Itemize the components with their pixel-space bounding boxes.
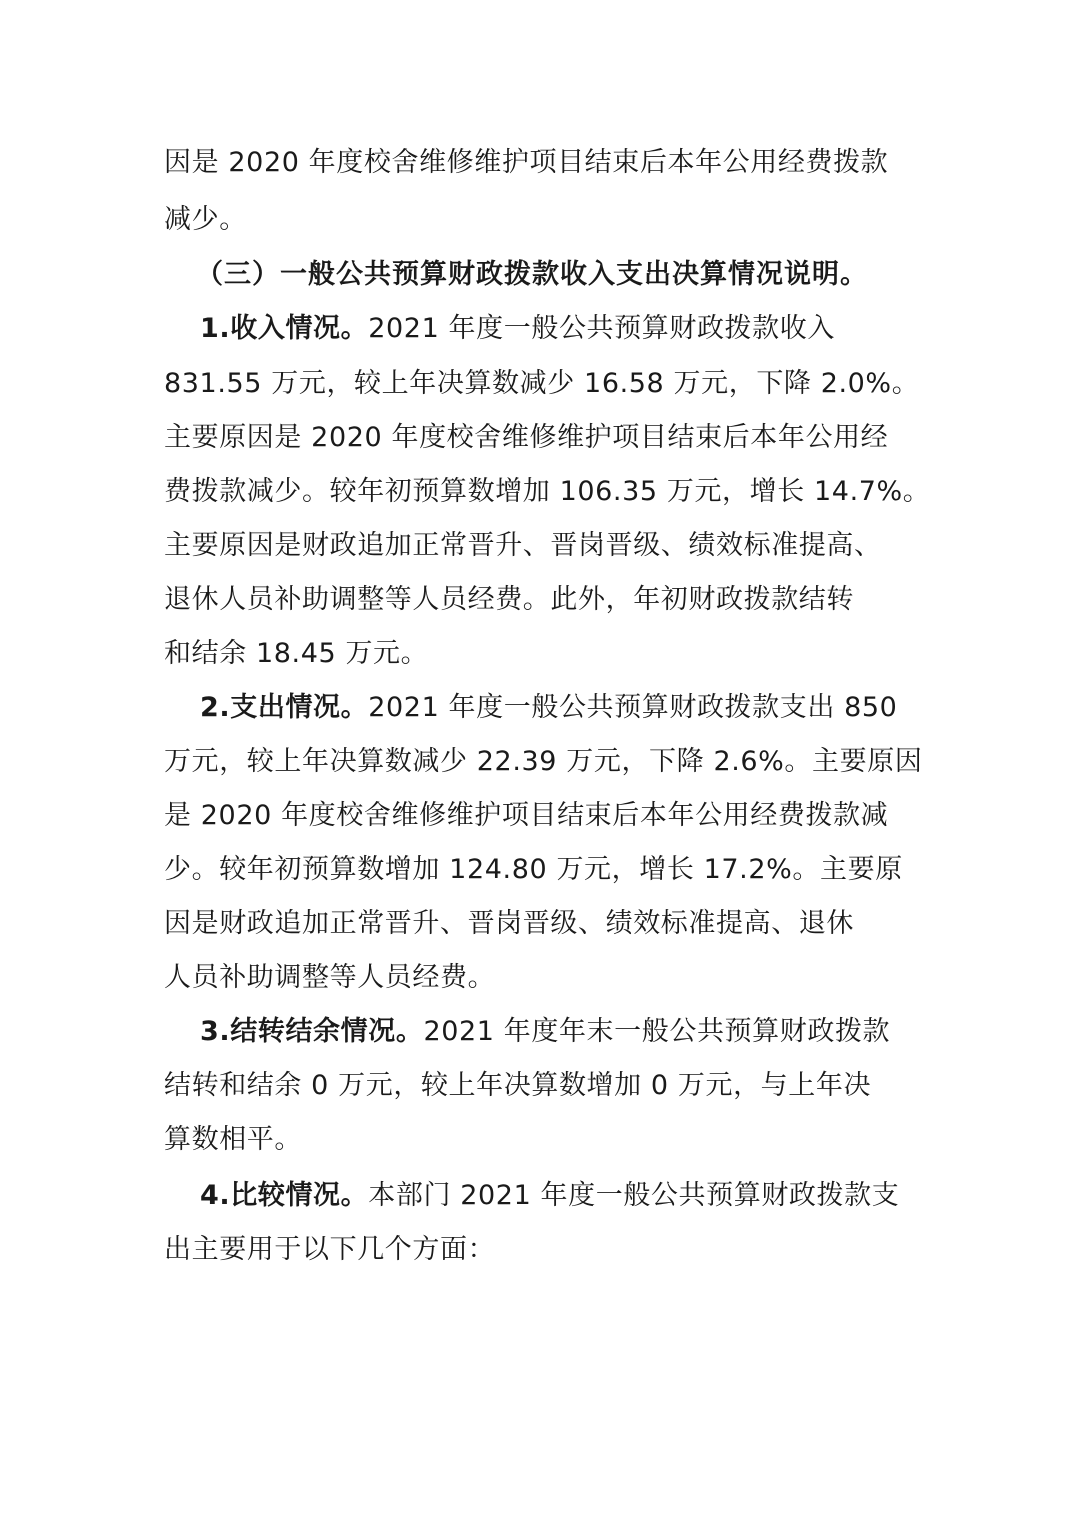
text-line: 主要原因是财政追加正常晋升、晋岗晋级、绩效标准提高、: [164, 530, 882, 561]
balance-label: 3.结转结余情况。: [200, 1016, 424, 1047]
section-heading: （三）一般公共预算财政拨款收入支出决算情况说明。: [196, 259, 868, 290]
text-line: 少。较年初预算数增加 124.80 万元，增长 17.2%。主要原: [164, 854, 903, 885]
text-line: 2021 年度一般公共预算财政拨款收入: [368, 313, 835, 344]
text-line: 费拨款减少。较年初预算数增加 106.35 万元，增长 14.7%。: [164, 476, 931, 507]
text-line: 主要原因是 2020 年度校舍维修维护项目结束后本年公用经: [164, 422, 889, 453]
paragraph-income-first-line: [200, 312, 835, 346]
text-line: 因是财政追加正常晋升、晋岗晋级、绩效标准提高、退休: [164, 908, 854, 939]
paragraph-compare-first-line: [200, 1179, 899, 1213]
text-line: 是 2020 年度校舍维修维护项目结束后本年公用经费拨款减: [164, 800, 889, 831]
text-line: 本部门 2021 年度一般公共预算财政拨款支: [368, 1180, 900, 1211]
text-line: 算数相平。: [164, 1124, 302, 1155]
income-label: 1.收入情况。: [200, 313, 369, 344]
text-line: 2021 年度年末一般公共预算财政拨款: [423, 1016, 891, 1047]
text-line: 人员补助调整等人员经费。: [164, 962, 496, 993]
text-line: 831.55 万元，较上年决算数减少 16.58 万元，下降 2.0%。: [164, 368, 920, 399]
expense-label: 2.支出情况。: [200, 692, 369, 723]
compare-label: 4.比较情况。: [200, 1180, 369, 1211]
text-line: 和结余 18.45 万元。: [164, 638, 429, 669]
text-line: 2021 年度一般公共预算财政拨款支出 850: [368, 692, 898, 723]
text-line: 减少。: [164, 204, 247, 235]
text-line: 万元，较上年决算数减少 22.39 万元，下降 2.6%。主要原因: [164, 746, 923, 777]
text-line: 退休人员补助调整等人员经费。此外，年初财政拨款结转: [164, 584, 854, 615]
text-line: 结转和结余 0 万元，较上年决算数增加 0 万元，与上年决: [164, 1070, 872, 1101]
paragraph-balance-first-line: [200, 1015, 890, 1049]
paragraph-expense-first-line: [200, 691, 897, 725]
text-line: 因是 2020 年度校舍维修维护项目结束后本年公用经费拨款: [164, 147, 889, 178]
text-line: 出主要用于以下几个方面：: [164, 1234, 496, 1265]
